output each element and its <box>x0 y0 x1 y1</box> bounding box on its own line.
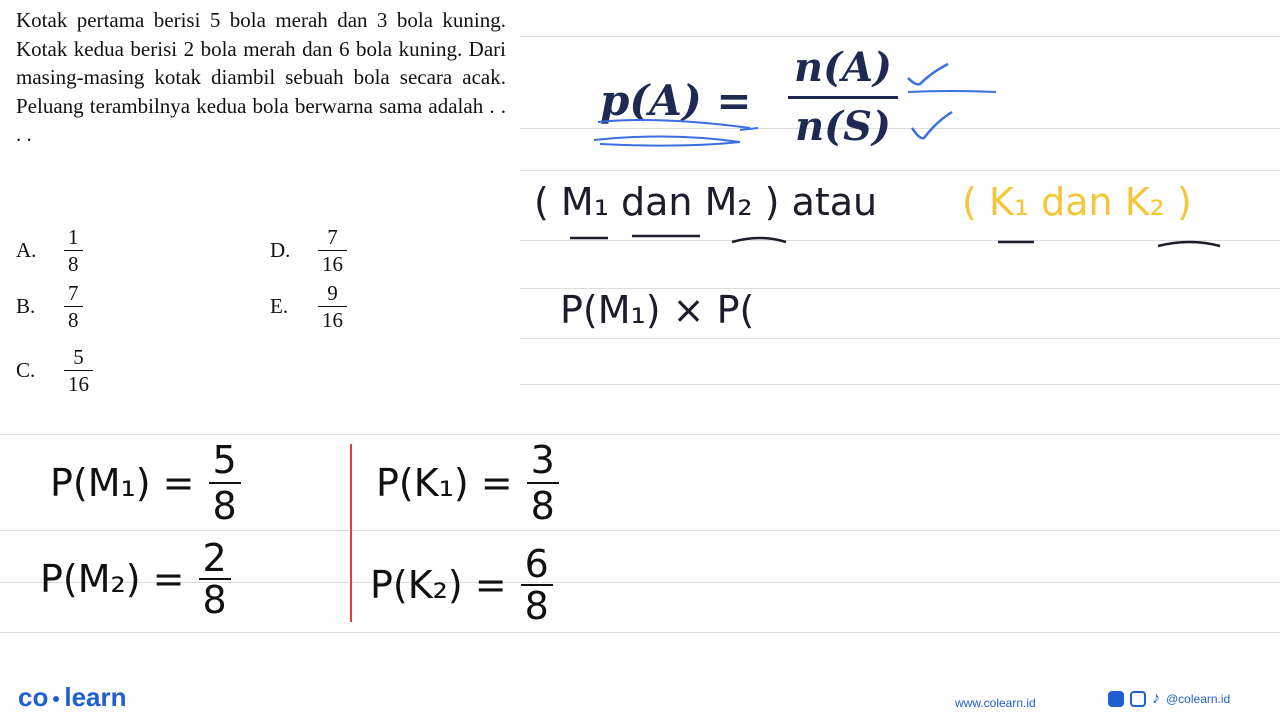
underline-mark <box>598 120 750 128</box>
underline-mark <box>740 128 758 130</box>
ruled-line <box>520 36 1280 37</box>
option-b <box>16 282 83 331</box>
fraction-numerator: 7 <box>68 281 79 305</box>
check-icon <box>912 112 952 138</box>
prob-k1-label: P(K₁) = <box>376 461 513 505</box>
divider-line <box>350 444 352 622</box>
fraction-numerator: 1 <box>68 225 79 249</box>
logo-part: learn <box>64 682 127 712</box>
question-text: Kotak pertama berisi 5 bola merah dan 3 bola kuning. Kotak kedua berisi 2 bola merah dan 6 bola kuning. Dari masing-masing kotak diambil sebuah bola secara acak. Peluang terambilnya kedua bola berwarna sama adalah . . . . <box>16 8 506 146</box>
prob-k1-fraction <box>527 440 559 526</box>
prob-m1-label: P(M₁) = <box>50 461 195 505</box>
option-e <box>270 282 347 331</box>
ruled-line <box>0 434 1280 435</box>
fraction-denominator: 8 <box>521 584 553 624</box>
option-label: E. <box>270 294 289 318</box>
event-underlines <box>560 228 1240 258</box>
fraction-denominator: 8 <box>64 306 83 331</box>
option-c <box>16 346 93 395</box>
formula-lhs: p(A) = <box>600 76 752 125</box>
instagram-icon[interactable] <box>1130 691 1146 707</box>
prob-k2-label: P(K₂) = <box>370 563 507 607</box>
prob-k1 <box>376 440 559 526</box>
fraction-numerator: 6 <box>524 542 549 586</box>
colearn-logo <box>18 682 127 713</box>
website-url[interactable]: www.colearn.id <box>955 696 1036 710</box>
logo-part: co <box>18 682 49 712</box>
underline-mark <box>732 238 786 242</box>
formula-annotations <box>590 44 1010 164</box>
option-label: B. <box>16 294 36 318</box>
formula-numerator: n(A) <box>794 44 892 91</box>
underline-mark <box>594 136 740 145</box>
underline-mark <box>1158 242 1220 246</box>
prob-k2-fraction <box>521 542 553 628</box>
handwritten-product: P(M₁) × P( <box>560 288 755 332</box>
fraction-denominator: 16 <box>318 306 347 331</box>
fraction-numerator: 5 <box>212 438 237 482</box>
fraction-numerator: 3 <box>530 438 555 482</box>
logo-dot <box>53 696 59 702</box>
fraction-denominator: 8 <box>209 482 241 526</box>
fraction-numerator: 2 <box>202 536 227 580</box>
handwritten-events-yellow: ( K₁ dan K₂ ) <box>962 180 1192 224</box>
prob-m1-fraction <box>209 440 241 526</box>
option-fraction <box>318 282 347 331</box>
tiktok-icon[interactable]: ♪ <box>1152 690 1160 707</box>
formula-denominator: n(S) <box>795 103 891 150</box>
facebook-icon[interactable] <box>1108 691 1124 707</box>
ruled-line <box>0 530 1280 531</box>
ruled-line <box>520 338 1280 339</box>
fraction-denominator: 16 <box>64 370 93 395</box>
underline-mark <box>908 91 996 92</box>
fraction-denominator: 8 <box>64 250 83 275</box>
prob-m2 <box>40 536 231 622</box>
prob-m2-fraction <box>199 536 231 622</box>
fraction-numerator: 5 <box>73 345 84 369</box>
prob-m1 <box>50 440 241 526</box>
ruled-line <box>520 384 1280 385</box>
option-label: A. <box>16 238 37 262</box>
check-icon <box>908 64 948 84</box>
fraction-denominator: 8 <box>527 482 559 526</box>
option-fraction <box>64 346 93 395</box>
social-handle: @colearn.id <box>1166 692 1231 706</box>
fraction-numerator: 7 <box>327 225 338 249</box>
option-label: D. <box>270 238 291 262</box>
option-fraction <box>64 226 83 275</box>
ruled-line <box>520 170 1280 171</box>
ruled-line <box>0 632 1280 633</box>
option-d <box>270 226 347 275</box>
handwritten-events-red: ( M₁ dan M₂ ) atau <box>534 180 878 224</box>
social-handles <box>1108 690 1230 708</box>
prob-m2-label: P(M₂) = <box>40 557 185 601</box>
option-fraction <box>318 226 347 275</box>
fraction-denominator: 8 <box>199 578 231 618</box>
option-label: C. <box>16 358 36 382</box>
fraction-denominator: 16 <box>318 250 347 275</box>
option-a <box>16 226 83 275</box>
prob-k2 <box>370 542 553 628</box>
fraction-numerator: 9 <box>327 281 338 305</box>
option-fraction <box>64 282 83 331</box>
